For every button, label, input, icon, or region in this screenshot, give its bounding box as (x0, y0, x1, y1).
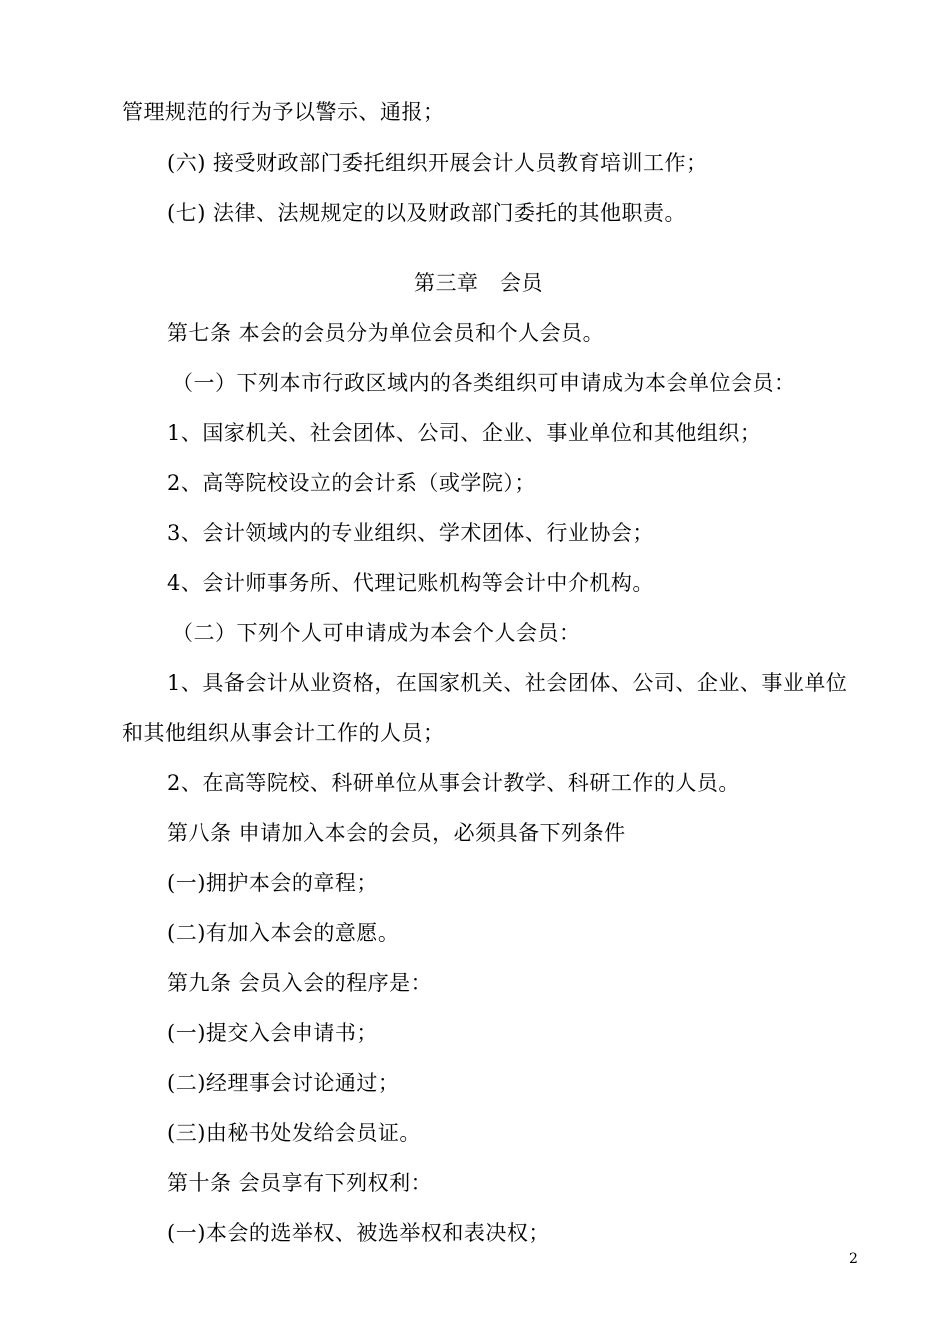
text-line: 第七条 本会的会员分为单位会员和个人会员。 (167, 321, 605, 345)
text-line: 2、高等院校设立的会计系（或学院）； (167, 471, 536, 495)
text-line: 第八条 申请加入本会的会员，必须具备下列条件 (167, 821, 626, 845)
text-line: (三)由秘书处发给会员证。 (167, 1121, 421, 1145)
text-line: (一)本会的选举权、被选举权和表决权； (167, 1221, 550, 1245)
text-line: （二）下列个人可申请成为本会个人会员： (172, 621, 581, 645)
text-line: 4、会计师事务所、代理记账机构等会计中介机构。 (167, 571, 654, 595)
text-line: (七) 法律、法规规定的以及财政部门委托的其他职责。 (167, 201, 687, 225)
text-line: 第十条 会员享有下列权利： (167, 1171, 433, 1195)
chapter-title: 第三章 会员 (414, 271, 543, 295)
text-line: 2、在高等院校、科研单位从事会计教学、科研工作的人员。 (167, 771, 740, 795)
text-line: 第九条 会员入会的程序是： (167, 971, 433, 995)
text-line: 1、具备会计从业资格，在国家机关、社会团体、公司、企业、事业单位 (167, 671, 848, 695)
text-line: 管理规范的行为予以警示、通报； (122, 100, 445, 124)
text-line: 3、会计领域内的专业组织、学术团体、行业协会； (167, 521, 654, 545)
text-line: （一）下列本市行政区域内的各类组织可申请成为本会单位会员： (172, 371, 796, 395)
text-line: 和其他组织从事会计工作的人员； (122, 721, 445, 745)
text-line: (一)提交入会申请书； (167, 1021, 378, 1045)
text-line: 1、国家机关、社会团体、公司、企业、事业单位和其他组织； (167, 421, 762, 445)
text-line: (二)经理事会讨论通过； (167, 1071, 400, 1095)
text-line: (二)有加入本会的意愿。 (167, 921, 400, 945)
page-number: 2 (849, 1251, 858, 1267)
text-line: (六) 接受财政部门委托组织开展会计人员教育培训工作； (167, 151, 708, 175)
text-line: (一)拥护本会的章程； (167, 871, 378, 895)
